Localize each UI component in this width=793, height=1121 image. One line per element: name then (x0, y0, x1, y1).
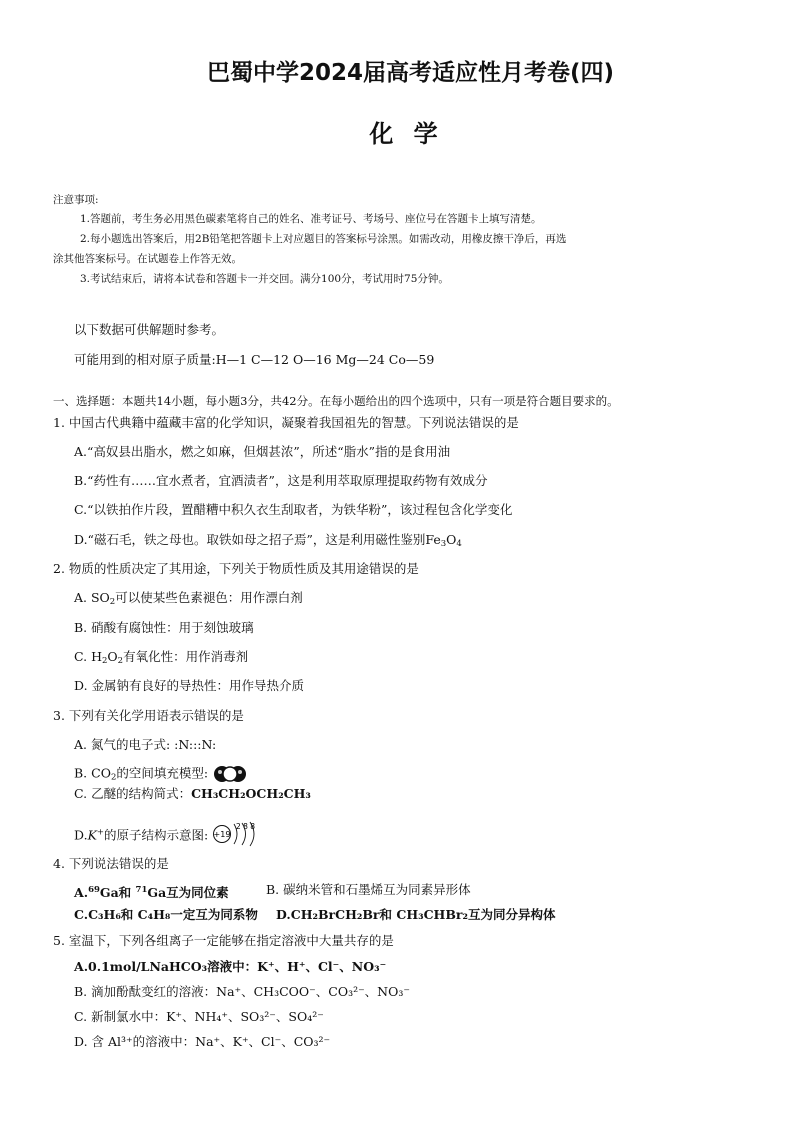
question-4-option-a: A.$^{69}$Ga和 $^{71}$Ga互为同位素 (74, 885, 229, 900)
notice-item-2: 2.每小题选出答案后，用2B铅笔把答题卡上对应题目的答案标号涂黑。如需改动，用橡皮擦干净后，再选 (80, 233, 567, 245)
question-5-option-c: C. 新制氯水中：K⁺、NH₄⁺、SO₃²⁻、SO₄²⁻ (74, 1009, 324, 1024)
question-3-option-a: A. 氮气的电子式: :N:::N: (74, 737, 217, 752)
question-5-option-a: A.0.1mol/LNaHCO₃溶液中：K⁺、H⁺、Cl⁻、NO₃⁻ (74, 959, 387, 974)
reference-line-1: 以下数据可供解题时参考。 (74, 322, 225, 337)
question-5-option-b: B. 滴加酚酞变红的溶液：Na⁺、CH₃COO⁻、CO₃²⁻、NO₃⁻ (74, 984, 410, 999)
notice-item-3: 3.考试结束后，请将本试卷和答题卡一并交回。满分100分，考试用时75分钟。 (80, 273, 449, 285)
question-3-stem: 3. 下列有关化学用语表示错误的是 (53, 708, 244, 723)
section-heading: 一、选择题：本题共14小题，每小题3分，共42分。在每小题给出的四个选项中，只有一项是符合题目要求的。 (53, 394, 619, 408)
question-1-stem: 1. 中国古代典籍中蕴藏丰富的化学知识，凝聚着我国祖先的智慧。下列说法错误的是 (53, 415, 519, 430)
page-title: 巴蜀中学2024届高考适应性月考卷(四) (206, 60, 615, 86)
question-3-option-c: C. 乙醚的结构简式：CH₃CH₂OCH₂CH₃ (74, 786, 311, 801)
question-2-stem: 2. 物质的性质决定了其用途，下列关于物质性质及其用途错误的是 (53, 561, 419, 576)
atom-nucleus-label: +19 (213, 830, 231, 839)
question-1-option-b: B.“药性有……宜水煮者，宜酒渍者”，这是利用萃取原理提取药物有效成分 (74, 473, 488, 488)
question-1-option-d: D.“磁石毛，铁之母也。取铁如母之招子焉”，这是利用磁性鉴别$Fe_3O_4$ (74, 532, 462, 549)
notice-heading: 注意事项: (53, 194, 99, 206)
question-3-option-d: D.K+的原子结构示意图: +19 2 8 8 (74, 820, 260, 852)
question-3-option-b: B. $CO_2$的空间填充模型: (74, 763, 248, 785)
question-2-option-c: C. $H_2O_2$有氧化性：用作消毒剂 (74, 649, 249, 666)
subject-title: 化 学 (369, 120, 444, 148)
question-2-option-d: D. 金属钠有良好的导热性：用作导热介质 (74, 678, 305, 693)
question-2-option-a: A. $SO_2$可以使某些色素褪色：用作漂白剂 (74, 590, 303, 607)
reference-line-2: 可能用到的相对原子质量:H—1 C—12 O—16 Mg—24 Co—59 (74, 352, 435, 367)
question-5-option-d: D. 含 Al³⁺的溶液中：Na⁺、K⁺、Cl⁻、CO₃²⁻ (74, 1034, 331, 1049)
notice-item-2-cont: 涂其他答案标号。在试题卷上作答无效。 (53, 253, 242, 265)
notice-item-1: 1.答题前，考生务必用黑色碳素笔将自己的姓名、准考证号、考场号、座位号在答题卡上填写清楚。 (80, 213, 542, 225)
question-4-option-c: C.C₃H₆和 C₄H₈一定互为同系物 (74, 907, 258, 922)
question-1-option-a: A.“高奴县出脂水，燃之如麻，但烟甚浓”，所述“脂水”指的是食用油 (74, 444, 451, 459)
question-4-option-d: D.CH₂BrCH₂Br和 CH₃CHBr₂互为同分异构体 (276, 907, 556, 922)
atom-shell-labels: 2 8 8 (236, 822, 256, 831)
question-2-option-b: B. 硝酸有腐蚀性：用于刻蚀玻璃 (74, 620, 254, 635)
question-4-stem: 4. 下列说法错误的是 (53, 856, 169, 871)
question-5-stem: 5. 室温下，下列各组离子一定能够在指定溶液中大量共存的是 (53, 933, 394, 948)
question-1-option-c: C.“以铁拍作片段，置醋糟中积久衣生刮取者，为铁华粉”，该过程包含化学变化 (74, 502, 513, 517)
k-ion-atomic-structure-diagram (212, 820, 260, 852)
question-4-option-b: B. 碳纳米管和石墨烯互为同素异形体 (266, 882, 471, 897)
co2-space-filling-model-icon (212, 763, 248, 785)
